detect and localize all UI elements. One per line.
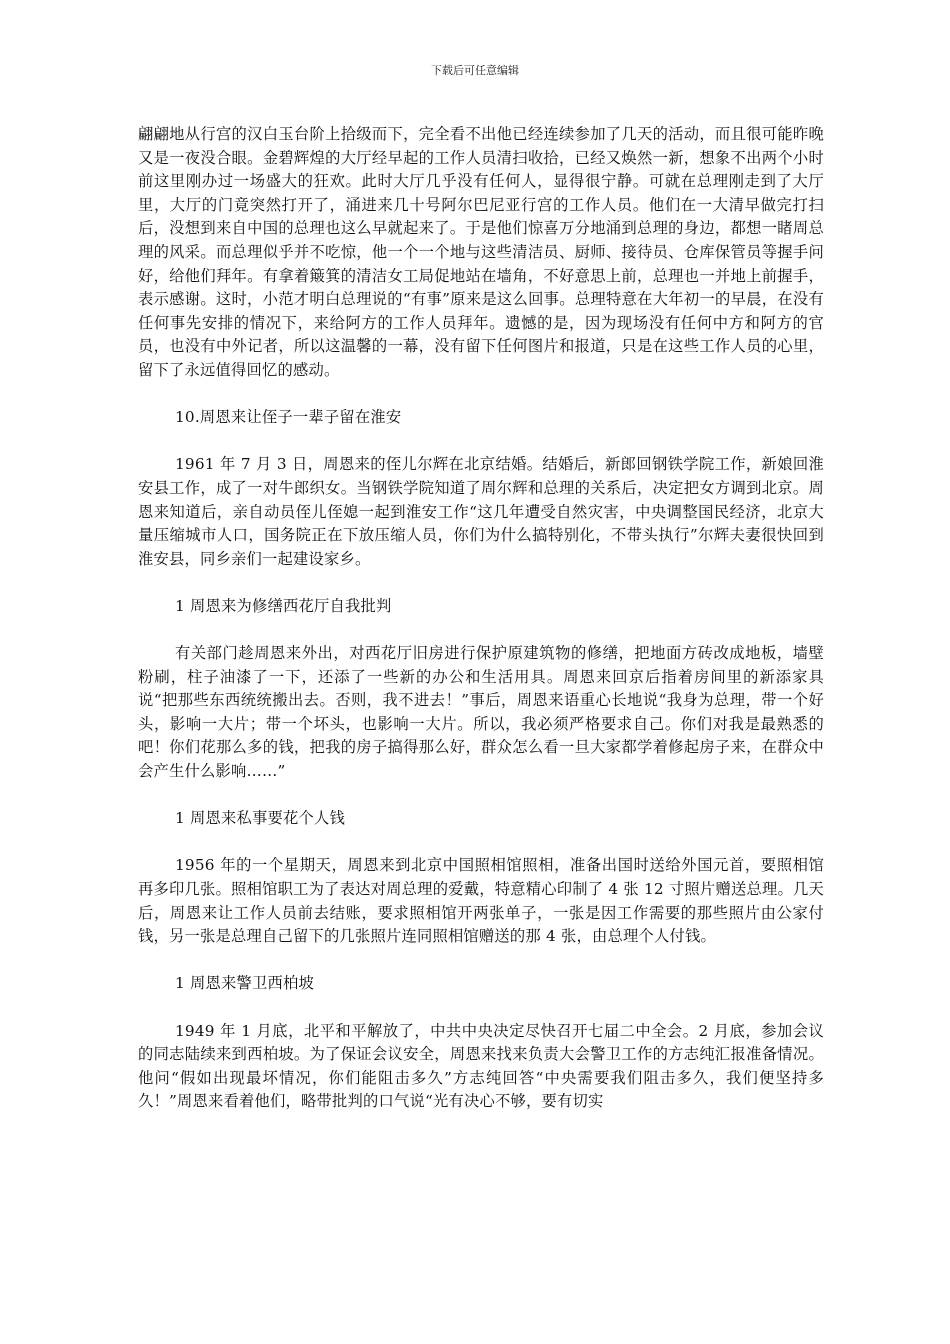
paragraph: 有关部门趁周恩来外出，对西花厅旧房进行保护原建筑物的修缮，把地面方砖改成地板，墙壁粉刷，柱子油漆了一下，还添了一些新的办公和生活用具。周恩来回京后指着房间里的新添家具说“把那些东西统统搬出去。否则，我不进去！”事后，周恩来语重心长地说“我身为总理，带一个好头，影响一大片；带一个坏头，也影响一大片。所以，我必须严格要求自己。你们对我是最熟悉的吧！你们花那么多的钱，把我的房子搞得那么好，群众怎么看一旦大家都学着修起房子来，在群众中会产生什么影响……” [138, 644, 824, 781]
spacer [138, 571, 824, 595]
section-heading: 1 周恩来私事要花个人钱 [175, 809, 345, 828]
page-header: 下载后可任意编辑 [431, 64, 519, 77]
spacer [138, 996, 824, 1020]
spacer [138, 831, 824, 855]
spacer [138, 784, 824, 808]
section-heading: 1 周恩来警卫西柏坡 [175, 974, 314, 993]
paragraph: 1961 年 7 月 3 日，周恩来的侄儿尔辉在北京结婚。结婚后，新郎回钢铁学院工作，新娘回淮安县工作，成了一对牛郎织女。当钢铁学院知道了周尔辉和总理的关系后，决定把女方调到北京。周恩来知道后，亲自动员侄儿侄媳一起到淮安工作“这几年遭受自然灾害，中央调整国民经济，北京大量压缩城市人口，国务院正在下放压缩人员，你们为什么搞特别化，不带头执行”尔辉夫妻很快回到淮安县，同乡亲们一起建设家乡。 [138, 455, 824, 568]
spacer [138, 618, 824, 642]
spacer [138, 949, 824, 973]
spacer [138, 430, 824, 454]
spacer [138, 383, 824, 407]
section-heading: 1 周恩来为修缮西花厅自我批判 [175, 596, 392, 615]
paragraph: 1949 年 1 月底，北平和平解放了，中共中央决定尽快召开七届二中全会。2 月底，参加会议的同志陆续来到西柏坡。为了保证会议安全，周恩来找来负责大会警卫工作的方志纯汇报准备情况。他问“假如出现最坏情况，你们能阻击多久”方志纯回答“中央需要我们阻击多久，我们便坚持多久！”周恩来看着他们，略带批判的口气说“光有决心不够，要有切实 [138, 1021, 824, 1111]
document-body [138, 123, 824, 1114]
paragraph: 1956 年的一个星期天，周恩来到北京中国照相馆照相，准备出国时送给外国元首，要照相馆再多印几张。照相馆职工为了表达对周总理的爱戴，特意精心印制了 4 张 12 寸照片赠送总理。几天后，周恩来让工作人员前去结账，要求照相馆开两张单子，一张是因工作需要的那些照片由公家付钱，另一张是总理自己留下的几张照片连同照相馆赠送的那 4 张，由总理个人付钱。 [138, 856, 824, 946]
section-heading: 10.周恩来让侄子一辈子留在淮安 [175, 408, 402, 427]
paragraph: 翩翩地从行宫的汉白玉台阶上拾级而下，完全看不出他已经连续参加了几天的活动，而且很可能昨晚又是一夜没合眼。金碧辉煌的大厅经早起的工作人员清扫收拾，已经又焕然一新，想象不出两个小时前这里刚办过一场盛大的狂欢。此时大厅几乎没有任何人，显得很宁静。可就在总理刚走到了大厅里，大厅的门竟突然打开了，涌进来几十号阿尔巴尼亚行宫的工作人员。他们在一大清早做完打扫后，没想到来自中国的总理也这么早就起来了。于是他们惊喜万分地涌到总理的身边，都想一睹周总理的风采。而总理似乎并不吃惊，他一个一个地与这些清洁员、厨师、接待员、仓库保管员等握手问好，给他们拜年。有拿着簸箕的清洁女工局促地站在墙角，不好意思上前，总理也一并地上前握手，表示感谢。这时，小范才明白总理说的“有事”原来是这么回事。总理特意在大年初一的早晨，在没有任何事先安排的情况下，来给阿方的工作人员拜年。遗憾的是，因为现场没有任何中方和阿方的官员，也没有中外记者，所以这温馨的一幕，没有留下任何图片和报道，只是在这些工作人员的心里，留下了永远值得回忆的感动。 [138, 125, 824, 379]
